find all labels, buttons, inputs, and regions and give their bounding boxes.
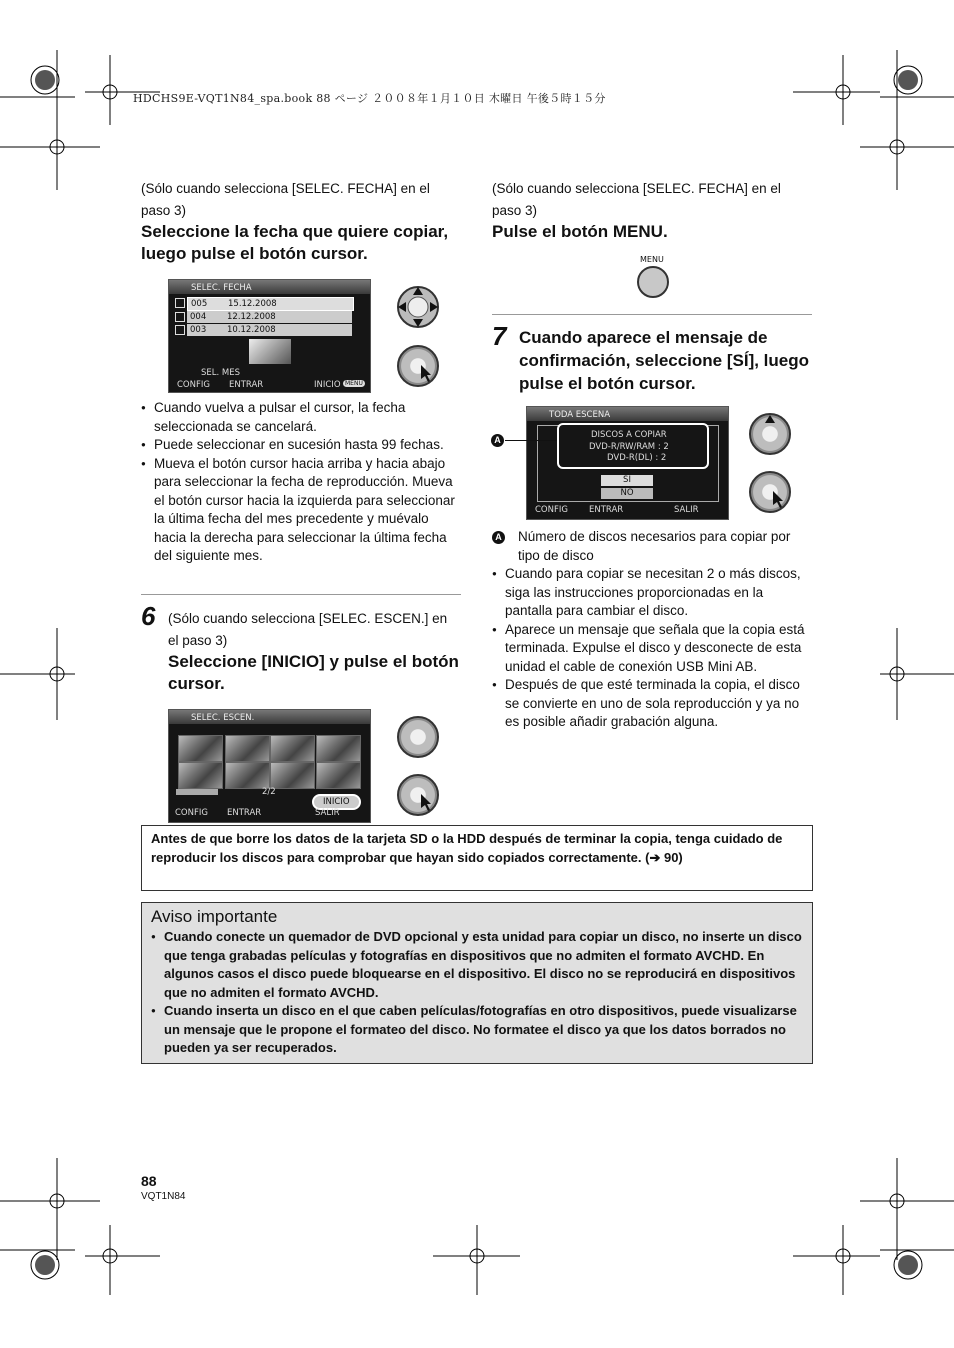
print-header: HDCHS9E-VQT1N84_spa.book 88 ページ ２００８年１月１０日 木曜日 午後５時１５分 [133,92,606,105]
lcd-line1: DVD-R/RW/RAM : 2 [589,442,669,452]
lcd-row-date: 10.12.2008 [227,325,276,335]
lcd-line2: DVD-R(DL) : 2 [607,453,667,463]
lcd-inicio: INICIO [314,380,341,390]
marker-note [492,528,812,565]
cursor-button-press-icon [749,471,791,513]
step7-heading: Cuando aparece el mensaje de confirmación, seleccione [SÍ], luego pulse el botón cursor. [519,328,810,393]
doc-code: VQT1N84 [141,1191,186,1202]
cursor-button-press-icon [397,774,439,816]
lcd-salir: SALIR [315,808,340,818]
bullet-item: ● Cuando para copiar se necesitan 2 o más discos, siga las instrucciones proporcionadas en la pantalla para cambiar el disco. [492,565,812,621]
lcd-title: SELEC. ESCEN. [191,713,255,723]
left-bullets [141,399,461,566]
marker-a-badge: A [492,531,505,544]
right-intro: (Sólo cuando selecciona [SELEC. FECHA] en el paso 3) [492,181,781,218]
lcd-row-num: 004 [190,312,207,322]
lcd-screen-toda-escena [526,406,729,520]
lcd-row-num: 005 [191,299,208,309]
lcd-row-date: 12.12.2008 [227,312,276,322]
lcd-config: CONFIG [175,808,208,818]
bullet-item: ● Mueva el botón cursor hacia arriba y hacia abajo para seleccionar la fecha de reproducción. Mueva el botón cursor hacia la izquierda para seleccionar la última fecha del mes precedente y muévalo hacia la derecha para seleccionar la última fecha del siguiente mes. [141,455,461,566]
lcd-no: NO [601,488,653,499]
lcd-row-date: 15.12.2008 [228,299,277,309]
step6-intro: (Sólo cuando selecciona [SELEC. ESCEN.] en el paso 3) [168,611,448,648]
lcd-page: 2/2 [262,787,276,797]
lcd-config: CONFIG [535,505,568,515]
warning-box [141,825,813,891]
lcd-inicio-button: INICIO [312,794,361,810]
marker-line [505,440,557,441]
bullet-item: ● Cuando vuelva a pulsar el cursor, la fecha seleccionada se cancelará. [141,399,461,436]
marker-a-callout [491,434,504,447]
notice-item: ● Cuando inserta un disco en el que caben películas/fotografías en otro dispositivos, puede visualizarse un mensaje que le propone el formateo del disco. No formatee el disco ya que los datos borrados no pueden ya ser recuperados. [151,1002,803,1058]
page-number: 88 [141,1173,157,1189]
lcd-row-num: 003 [190,325,207,335]
lcd-discos: DISCOS A COPIAR [591,430,667,440]
bullet-item: ● Aparece un mensaje que señala que la copia está terminada. Expulse el disco y desconecte de esta unidad el cable de conexión USB Mini AB. [492,621,812,677]
bullet-item: ● Puede seleccionar en sucesión hasta 99 fechas. [141,436,461,455]
cursor-button-press-icon [397,345,439,387]
warning-text: Antes de que borre los datos de la tarjeta SD o la HDD después de terminar la copia, tenga cuidado de reproducir los discos para comprobar que hayan sido copiados correctamente. (➔ 90) [151,831,783,865]
menu-label: MENU [640,255,664,264]
step-number: 7 [492,321,507,351]
right-heading: Pulse el botón MENU. [492,222,668,241]
lcd-entrar: ENTRAR [227,808,262,818]
bullet-item: ● Después de que esté terminada la copia, el disco se convierte en uno de sola reproducción y ya no es posible añadir grabación alguna. [492,676,812,732]
step6-heading: Seleccione [INICIO] y pulse el botón cursor. [168,652,459,693]
lcd-config: CONFIG [177,380,210,390]
right-bullets [492,565,812,732]
divider [141,594,461,595]
lcd-salir: SALIR [674,505,699,515]
lcd-screen-selec-fecha [168,279,371,393]
lcd-screen-selec-escen [168,709,371,823]
cursor-button-4way-icon [396,285,440,329]
marker-a-badge: A [491,434,504,447]
divider [492,314,812,315]
menu-button-icon [637,266,669,298]
lcd-thumbnail [249,339,291,364]
cursor-button-up-icon [749,413,791,455]
cursor-button-icon [397,716,439,758]
notice-item: ● Cuando conecte un quemador de DVD opcional y esta unidad para copiar un disco, no inserte un disco que tenga grabadas películas y fotografías en dispositivos que no admiten el formato AVCHD. En algunos casos el disco puede bloquearse en el dispositivo. El disco no se reproducirá en dispositivos que no admiten el formato AVCHD. [151,928,803,1002]
notice-panel [141,902,813,1064]
lcd-menu-badge: MENU [345,380,363,387]
lcd-entrar: ENTRAR [589,505,624,515]
lcd-title: TODA ESCENA [549,410,611,420]
lcd-sel-mes: SEL. MES [201,368,241,378]
notice-title: Aviso importante [151,907,278,926]
lcd-entrar: ENTRAR [229,380,264,390]
notice-list [151,928,803,1058]
lcd-title: SELEC. FECHA [191,283,252,293]
lcd-si: SÍ [601,475,653,486]
left-heading: Seleccione la fecha que quiere copiar, luego pulse el botón cursor. [141,222,449,263]
step-number: 6 [141,601,156,631]
marker-note-text: Número de discos necesarios para copiar por tipo de disco [518,529,791,563]
left-intro: (Sólo cuando selecciona [SELEC. FECHA] en el paso 3) [141,181,430,218]
